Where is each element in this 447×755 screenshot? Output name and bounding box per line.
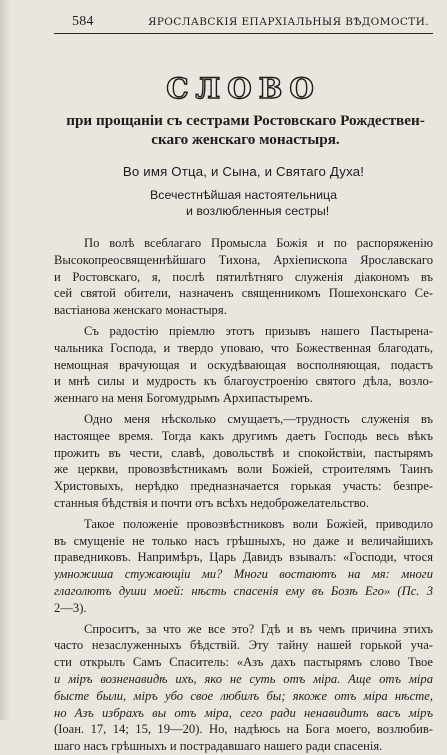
sermon-subtitle [58, 111, 433, 149]
page-number: 584 [72, 14, 94, 29]
text-line: прожить въ чести, славѣ, довольствѣ и спокойствіи, пастырямъ [54, 445, 433, 460]
subtitle-line: при прощаніи съ сестрами Ростовскаго Рождествен- [66, 112, 425, 129]
text-line: но Азъ избрахъ вы отъ міра, сего ради ненавидитъ васъ міръ [54, 705, 433, 720]
text-line: вастіанова женскаго монастыря. [54, 303, 227, 318]
text-line: глаголютъ души моей: нѣсть спасенія ему въ Бозѣ Его» (Пс. 3 [54, 583, 433, 598]
text-line: женнаго на меня Богомудрымъ Архипастыремъ. [54, 391, 313, 406]
text-line: часто незаслуженныхъ бѣдствій. Эту тайну нашей горькой уча- [54, 638, 433, 653]
sermon-body [54, 235, 433, 755]
text-line: Такое положеніе провозвѣстниковъ воли Божіей, приводило [84, 516, 433, 531]
text-line: 2—3). [54, 600, 87, 615]
text-line: Спроситъ, за что же все это? Гдѣ и въ чемъ причина этихъ [84, 621, 433, 636]
paragraph [54, 235, 433, 319]
text-line: Христовыхъ, нерѣдко предназначается горькая участь: безпре- [54, 479, 433, 494]
text-line: умножиша стужающіи ми? Многи востаютъ на мя: многи [54, 567, 433, 582]
text-line: Съ радостію пріемлю этотъ призывъ нашего Пастырена- [84, 323, 433, 338]
address [150, 187, 433, 219]
text-line: въ смущеніе не только насъ грѣшныхъ, но даже и величайшихъ [54, 533, 433, 548]
text-line: Высокопреосвященнѣйшаго Тихона, Архіепископа Ярославскаго [54, 252, 433, 267]
text-line: и міръ возненавидѣ ихъ, яко не суть отъ міра. Аще отъ міра [54, 671, 433, 686]
text-line: (Іоан. 17, 14; 15, 19—20). Но, надѣюсь на Бога моего, возлюбив- [54, 722, 433, 737]
text-line: шаго насъ грѣшныхъ и пострадавшаго нашего ради спасенія. [54, 739, 383, 754]
paragraph [54, 323, 433, 407]
running-header [54, 14, 433, 34]
text-line: и мнѣ силы и мудрость къ благоустроенію святого дѣла, возло- [54, 374, 433, 389]
text-line: же церкви, провозвѣстникамъ воли Божіей, строителямъ Таинъ [54, 462, 433, 477]
text-line: праведниковъ. Напримѣръ, Царь Давидъ взывалъ: «Господи, чтося [54, 550, 433, 565]
paragraph [54, 411, 433, 512]
text-line: По волѣ всеблагаго Промысла Божія и по распоряженію [84, 236, 433, 250]
text-line: Одно меня нѣсколько смущаетъ,—трудность служенія въ [84, 411, 433, 426]
text-line: немощная врачующая и оскудѣвающая восполняющая, подастъ [54, 357, 433, 372]
subtitle-line: скаго женскаго монастыря. [151, 131, 340, 148]
invocation: Во имя Отца, и Сына, и Святаго Духа! [122, 164, 365, 179]
text-line: станныя бѣдствія и почти отъ всѣхъ недоброжелательство. [54, 495, 369, 510]
sermon-title: СЛОВО [166, 72, 321, 105]
paragraph [54, 621, 433, 755]
text-line: сти открылъ Самъ Спаситель: «Азъ дахъ пастырямъ слово Твое [54, 655, 433, 670]
address-line: Всечестнѣйшая настоятельница [150, 188, 338, 202]
address-line: и возлюбленныя сестры! [186, 204, 330, 218]
text-line: сей святой обители, назначенъ священникомъ Пошехонскаго Се- [54, 286, 433, 301]
text-line: и Ростовскаго, я, послѣ пятилѣтняго служенія діакономъ въ [54, 269, 433, 284]
text-line: бысте были, міръ убо свое любилъ бы; якоже отъ міра нѣсте, [54, 688, 433, 703]
text-line: чальника Господа, и твердо уповаю, что Божественная благодать, [54, 340, 433, 355]
text-line: настоящее время. Тогда какъ другимъ даетъ Господь весь вѣкъ [54, 428, 433, 443]
journal-title: ЯРОСЛАВСКІЯ ЕПАРХІАЛЬНЫЯ ВѢДОМОСТИ. [147, 16, 429, 28]
paragraph [54, 516, 433, 617]
